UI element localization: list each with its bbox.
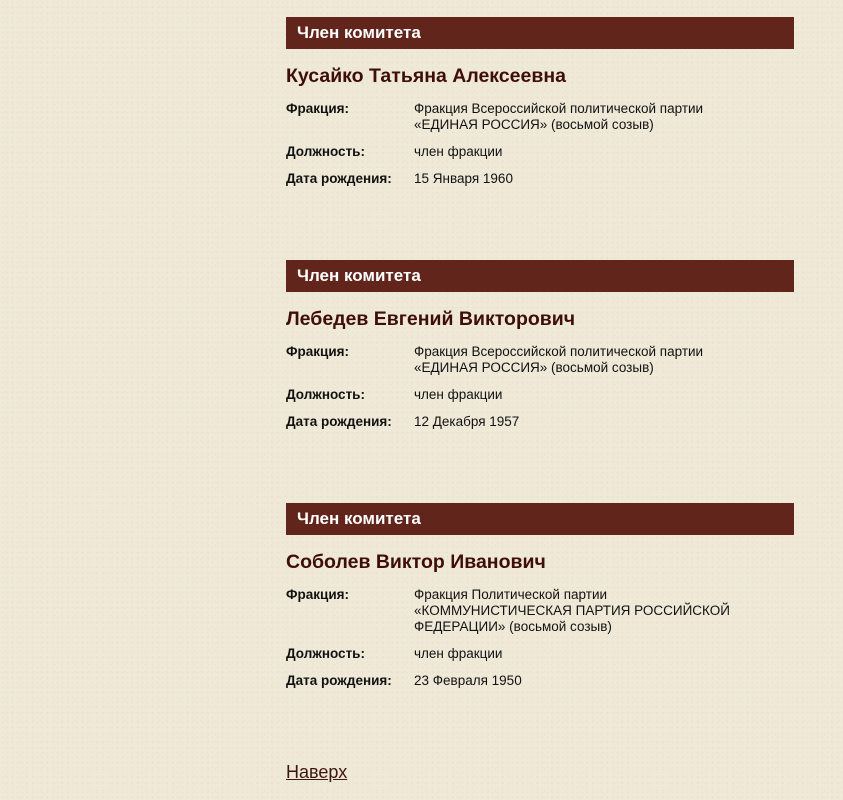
faction-row bbox=[286, 101, 794, 133]
position-row bbox=[286, 646, 794, 662]
birth-date-row bbox=[286, 414, 794, 430]
position-value: член фракции bbox=[414, 387, 503, 402]
member-info bbox=[286, 101, 794, 187]
member-name: Лебедев Евгений Викторович bbox=[286, 308, 576, 330]
faction-row bbox=[286, 587, 794, 635]
faction-label: Фракция: bbox=[286, 344, 350, 359]
position-label: Должность: bbox=[286, 646, 365, 661]
faction-row bbox=[286, 344, 794, 376]
member-info bbox=[286, 587, 794, 689]
birth-date-label: Дата рождения: bbox=[286, 673, 392, 688]
position-label: Должность: bbox=[286, 144, 365, 159]
member-card bbox=[286, 17, 794, 260]
back-to-top-link[interactable]: Наверх bbox=[286, 762, 348, 782]
position-value: член фракции bbox=[414, 144, 503, 159]
faction-value: Фракция Политической партии «КОММУНИСТИЧЕСКАЯ ПАРТИЯ РОССИЙСКОЙ ФЕДЕРАЦИИ» (восьмой созыв) bbox=[414, 587, 730, 634]
faction-label: Фракция: bbox=[286, 587, 350, 602]
birth-date-label: Дата рождения: bbox=[286, 414, 392, 429]
member-card bbox=[286, 260, 794, 503]
birth-date-label: Дата рождения: bbox=[286, 171, 392, 186]
member-card bbox=[286, 503, 794, 746]
position-label: Должность: bbox=[286, 387, 365, 402]
member-info bbox=[286, 344, 794, 430]
committee-members-list bbox=[286, 17, 794, 746]
member-role-header: Член комитета bbox=[286, 17, 794, 49]
member-name: Соболев Виктор Иванович bbox=[286, 551, 546, 573]
member-role-header: Член комитета bbox=[286, 260, 794, 292]
birth-date-value: 23 Февраля 1950 bbox=[414, 673, 522, 688]
birth-date-value: 15 Января 1960 bbox=[414, 171, 513, 186]
position-row bbox=[286, 387, 794, 403]
position-row bbox=[286, 144, 794, 160]
birth-date-row bbox=[286, 171, 794, 187]
birth-date-row bbox=[286, 673, 794, 689]
birth-date-value: 12 Декабря 1957 bbox=[414, 414, 520, 429]
member-name: Кусайко Татьяна Алексеевна bbox=[286, 65, 566, 87]
position-value: член фракции bbox=[414, 646, 503, 661]
faction-label: Фракция: bbox=[286, 101, 350, 116]
faction-value: Фракция Всероссийской политической партии «ЕДИНАЯ РОССИЯ» (восьмой созыв) bbox=[414, 344, 704, 375]
faction-value: Фракция Всероссийской политической партии «ЕДИНАЯ РОССИЯ» (восьмой созыв) bbox=[414, 101, 704, 132]
member-role-header: Член комитета bbox=[286, 503, 794, 535]
